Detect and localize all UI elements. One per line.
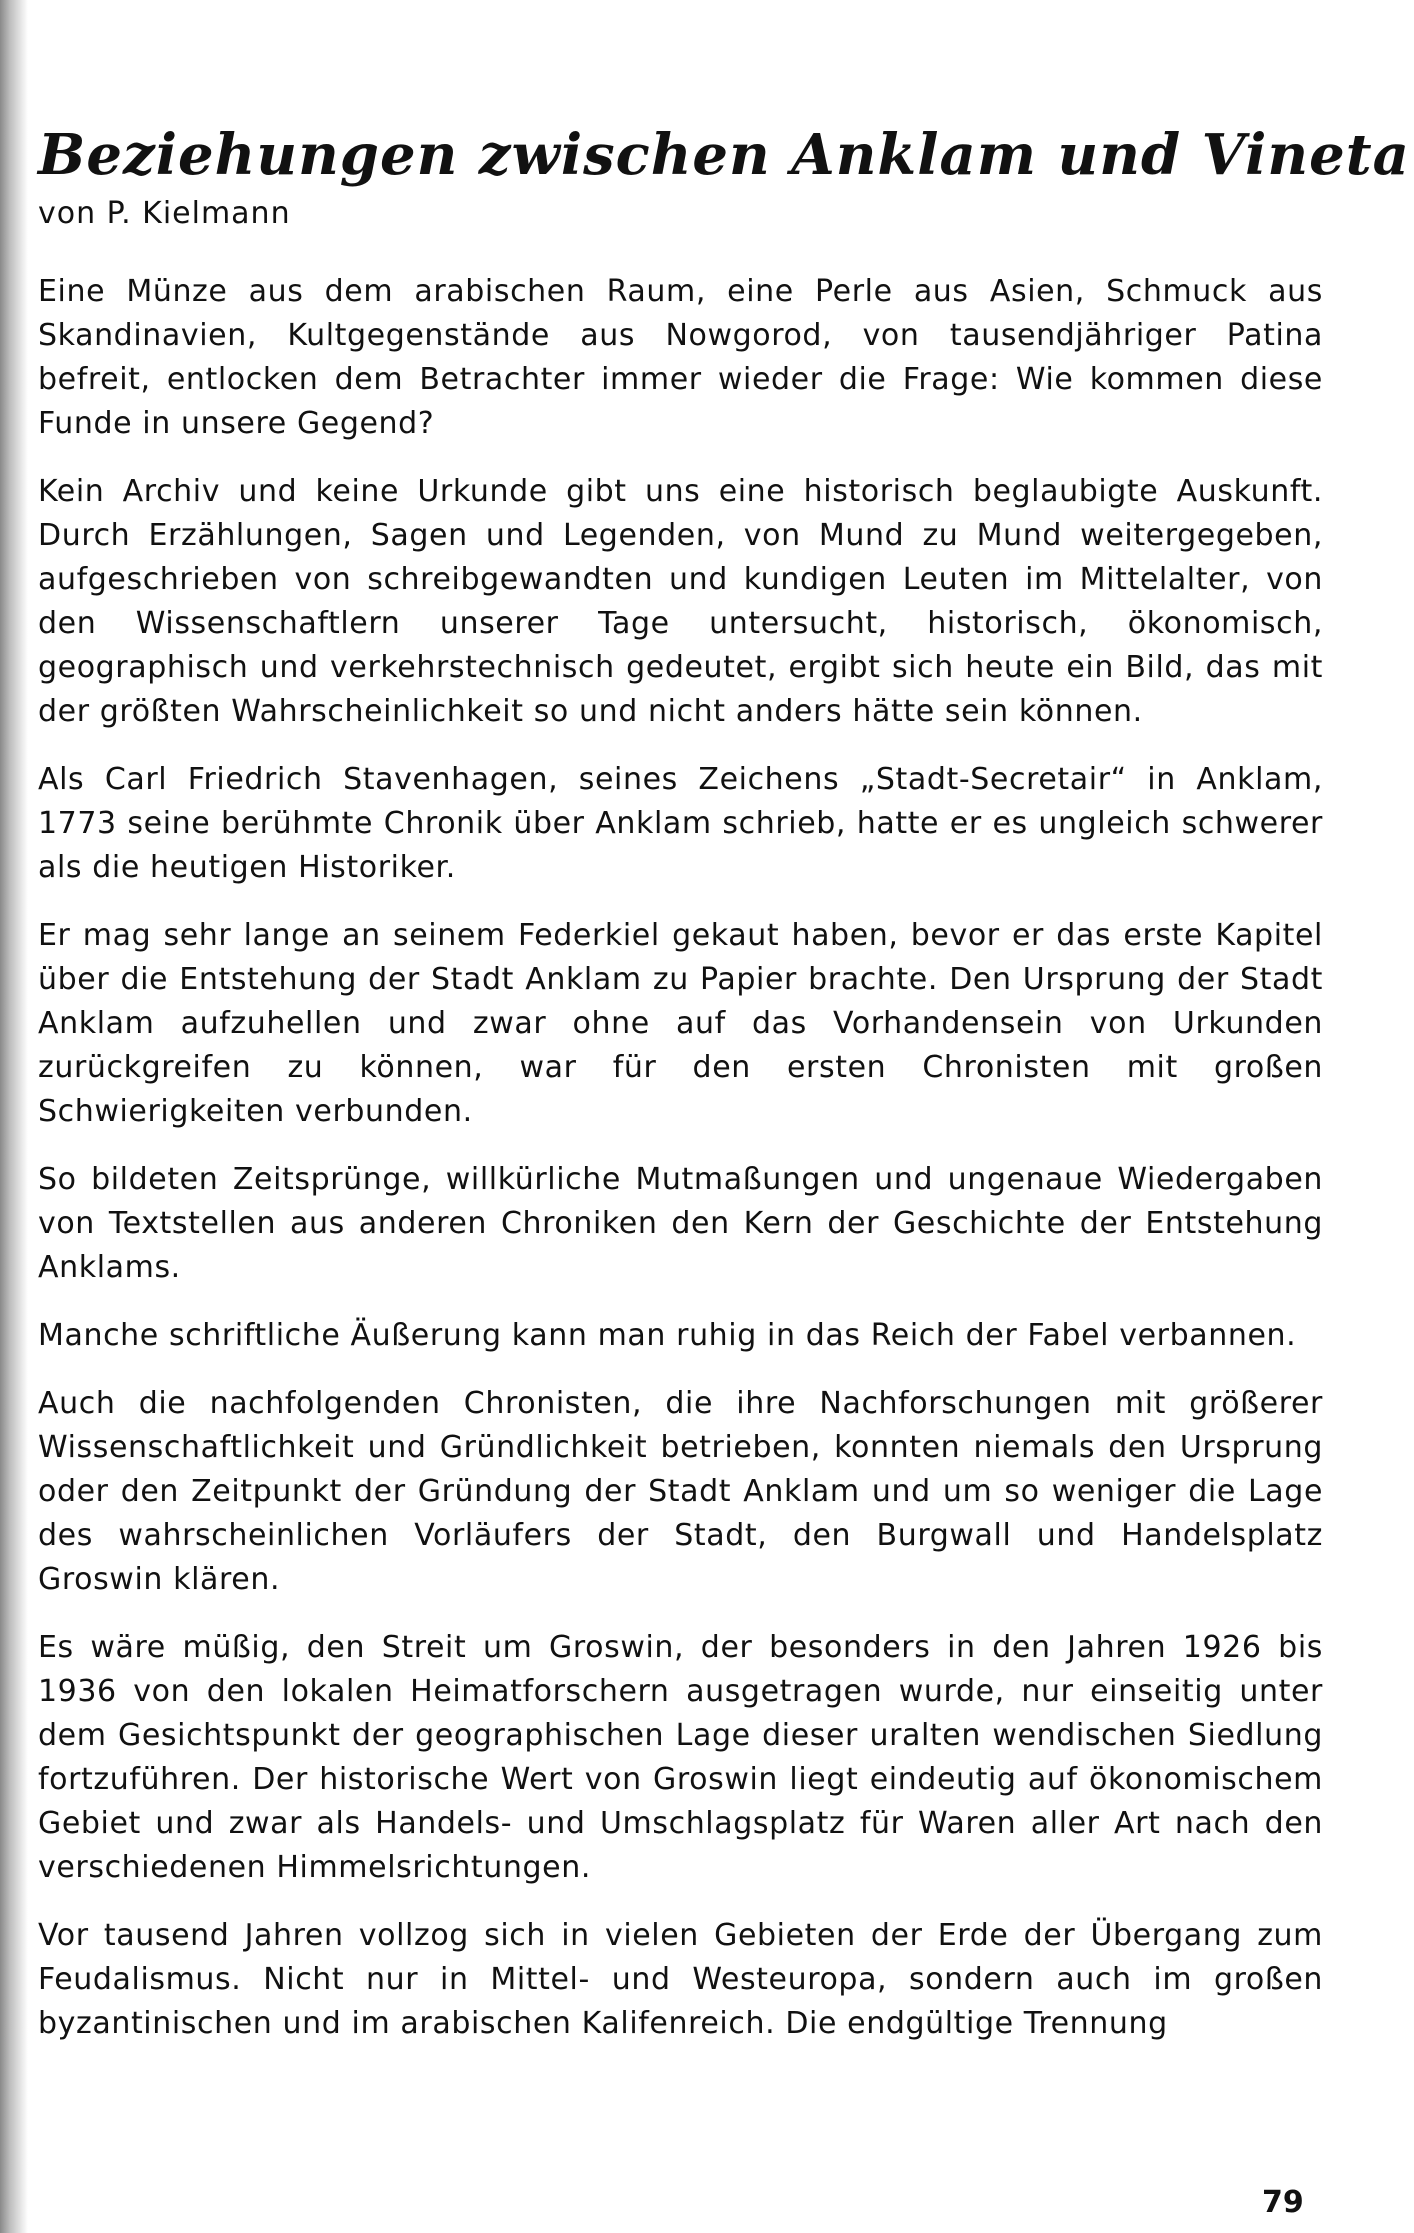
paragraph-3: Als Carl Friedrich Stavenhagen, seines Zeichens „Stadt-Secretair“ in Anklam, 1773 seine berühmte Chronik über Anklam schrieb, hatte er es ungleich schwerer als die heutigen Historiker.	[38, 762, 1323, 885]
page-number: 79	[1262, 2185, 1304, 2220]
article-author: von P. Kielmann	[38, 196, 291, 231]
paragraph-4: Er mag sehr lange an seinem Federkiel gekaut haben, bevor er das erste Kapitel über die Entstehung der Stadt Anklam zu Papier brachte. Den Ursprung der Stadt Anklam aufzuhellen und zwar ohne auf das Vorhandensein von Urkunden zurückgreifen zu können, war für den ersten Chronisten mit großen Schwierigkeiten verbunden.	[38, 918, 1323, 1129]
paragraph-2: Kein Archiv und keine Urkunde gibt uns eine historisch beglaubigte Auskunft. Durch Erzählungen, Sagen und Legenden, von Mund zu Mund weitergegeben, aufgeschrieben von schreibgewandten und kundigen Leuten im Mittelalter, von den Wissenschaftlern unserer Tage untersucht, historisch, ökonomisch, geographisch und verkehrstechnisch gedeutet, ergibt sich heute ein Bild, das mit der größten Wahrscheinlichkeit so und nicht anders hätte sein können.	[38, 474, 1323, 729]
paragraph-9: Vor tausend Jahren vollzog sich in vielen Gebieten der Erde der Übergang zum Feudalismus. Nicht nur in Mittel- und Westeuropa, sondern auch im großen byzantinischen und im arabischen Kalifenreich. Die endgültige Trennung	[38, 1918, 1323, 2041]
page-binding-shadow	[0, 0, 28, 2233]
article	[38, 120, 1410, 2070]
article-title: Beziehungen zwischen Anklam und Vineta	[38, 122, 1410, 188]
paragraph-8: Es wäre müßig, den Streit um Groswin, der besonders in den Jahren 1926 bis 1936 von den lokalen Heimatforschern ausgetragen wurde, nur einseitig unter dem Gesichtspunkt der geographischen Lage dieser uralten wendischen Siedlung fortzuführen. Der historische Wert von Groswin liegt eindeutig auf ökonomischem Gebiet und zwar als Handels- und Umschlagsplatz für Waren aller Art nach den verschiedenen Himmelsrichtungen.	[38, 1630, 1323, 1885]
paragraph-7: Auch die nachfolgenden Chronisten, die ihre Nachforschungen mit größerer Wissenschaftlichkeit und Gründlichkeit betrieben, konnten niemals den Ursprung oder den Zeitpunkt der Gründung der Stadt Anklam und um so weniger die Lage des wahrscheinlichen Vorläufers der Stadt, den Burgwall und Handelsplatz Groswin klären.	[38, 1386, 1323, 1597]
paragraph-1: Eine Münze aus dem arabischen Raum, eine Perle aus Asien, Schmuck aus Skandinavien, Kultgegenstände aus Nowgorod, von tausendjähriger Patina befreit, entlocken dem Betrachter immer wieder die Frage: Wie kommen diese Funde in unsere Gegend?	[38, 274, 1323, 441]
paragraph-6: Manche schriftliche Äußerung kann man ruhig in das Reich der Fabel verbannen.	[38, 1318, 1297, 1353]
paragraph-5: So bildeten Zeitsprünge, willkürliche Mutmaßungen und ungenaue Wiedergaben von Textstellen aus anderen Chroniken den Kern der Geschichte der Entstehung Anklams.	[38, 1162, 1323, 1285]
